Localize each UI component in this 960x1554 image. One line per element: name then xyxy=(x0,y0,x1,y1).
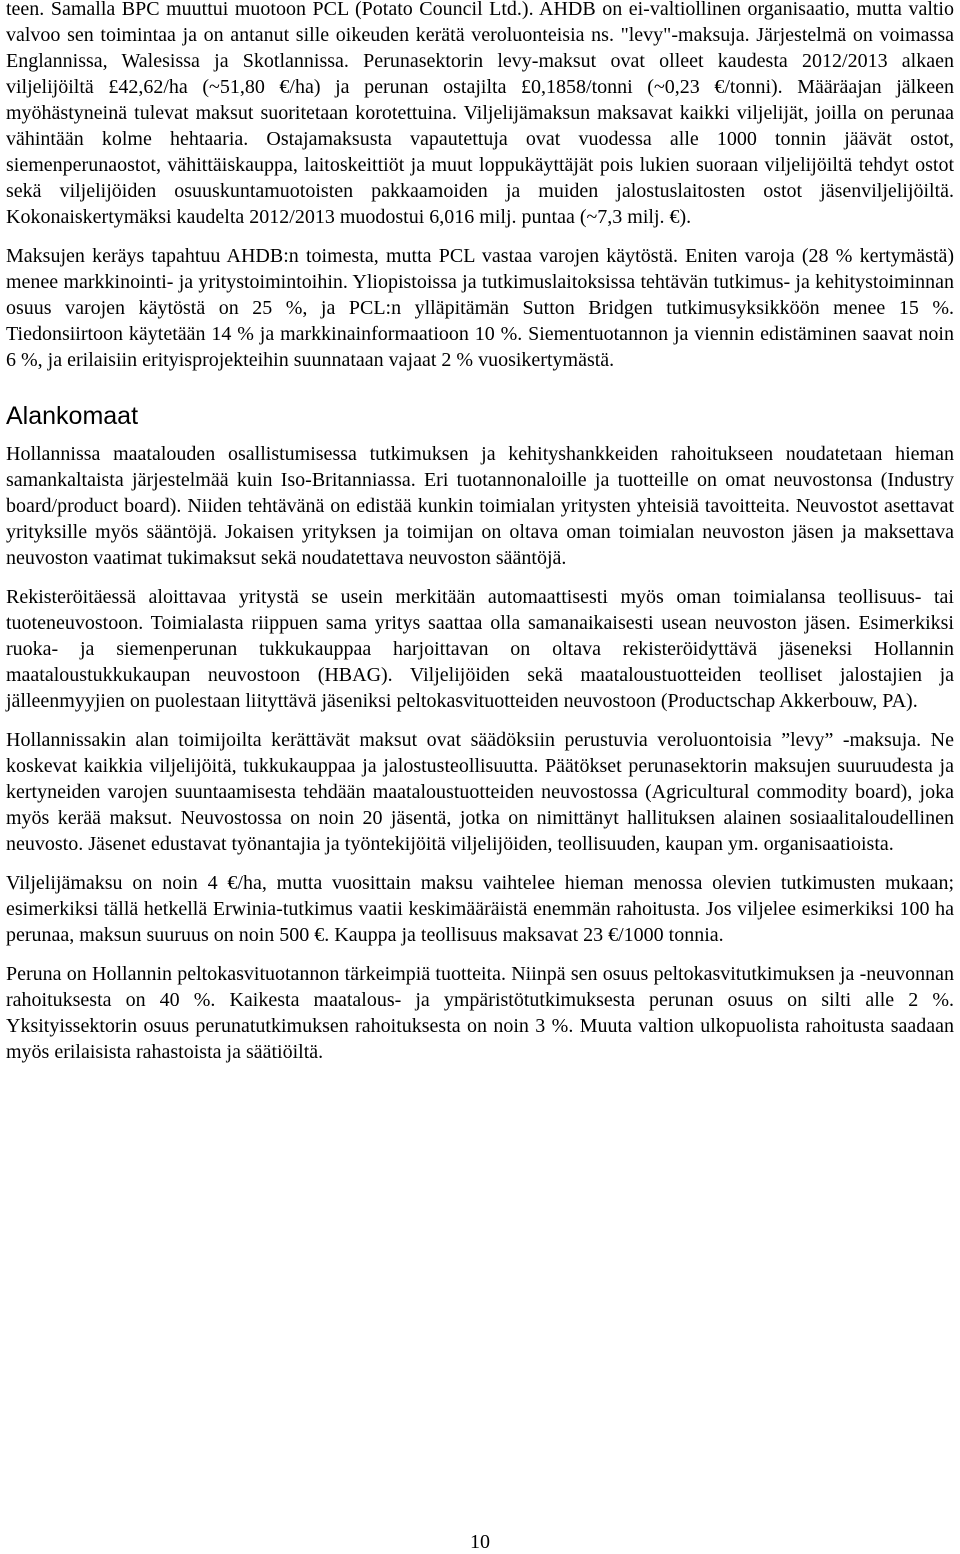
section-heading: Alankomaat xyxy=(6,402,139,430)
body-paragraph: Maksujen keräys tapahtuu AHDB:n toimesta, mutta PCL vastaa varojen käytöstä. Eniten varoja (28 % kertymästä) menee markkinointi- ja yritystoimintoihin. Yliopistoissa ja tutkimuslaitoksissa tehtävän tutkimus- ja kehitystoiminnan osuus varojen käytöstä on 25 %, ja PCL:n ylläpitämän Sutton Bridgen tutkimusyksikköön menee 15 %. Tiedonsiirtoon käytetään 14 % ja markkinainformaatioon 10 %. Siementuotannon ja viennin edistäminen saavat noin 6 %, ja erilaisiin erityisprojekteihin suunnataan vajaat 2 % vuosikertymästä. xyxy=(6,245,954,371)
page-number: 10 xyxy=(470,1531,490,1553)
body-paragraph: Viljelijämaksu on noin 4 €/ha, mutta vuosittain maksu vaihtelee hieman menossa olevien tutkimusten mukaan; esimerkiksi tällä hetkellä Erwinia-tutkimus vaatii keskimääräistä enemmän rahoitusta. Jos viljelee esimerkiksi 100 ha perunaa, maksun suuruus on noin 500 €. Kauppa ja teollisuus maksavat 23 €/1000 tonnia. xyxy=(6,872,954,946)
body-paragraph: Rekisteröitäessä aloittavaa yritystä se usein merkitään automaattisesti myös oman toimialansa teollisuus- tai tuoteneuvostoon. Toimialasta riippuen sama yritys saattaa olla samanaikaisesti usean neuvoston jäsen. Esimerkiksi ruoka- ja siemenperunan tukkukauppaa harjoittavan on oltava rekisteröidyttävä jäseneksi Hollannin maataloustukkukaupan neuvostoon (HBAG). Viljelijöiden sekä maataloustuotteiden teolliset jalostajien ja jälleenmyyjien on puolestaan liityttävä jäseniksi peltokasvituotteiden neuvostoon (Productschap Akkerbouw, PA). xyxy=(6,586,954,712)
body-paragraph: Hollannissakin alan toimijoilta kerättävät maksut ovat säädöksiin perustuvia veroluontoisia ”levy” -maksuja. Ne koskevat kaikkia viljelijöitä, tukkukauppaa ja jalostusteollisuutta. Päätökset perunasektorin maksujen suuruudesta ja kertyneiden varojen suuntaamisesta tehdään maataloustuotteiden neuvostossa (Agricultural commodity board), joka myös kerää maksut. Neuvostossa on noin 20 jäsentä, jotka on nimittänyt hallituksen alainen sosiaalitaloudellinen neuvosto. Jäsenet edustavat työnantajia ja työntekijöitä viljelijöiden, teollisuuden, kaupan ym. organisaatioista. xyxy=(6,729,954,855)
body-paragraph: teen. Samalla BPC muuttui muotoon PCL (Potato Council Ltd.). AHDB on ei-valtiollinen organisaatio, mutta valtio valvoo sen toimintaa ja on antanut sille oikeuden kerätä veroluonteisia ns. "levy"-maksuja. Järjestelmä on voimassa Englannissa, Walesissa ja Skotlannissa. Perunasektorin levy-maksut ovat olleet kaudesta 2012/2013 alkaen viljelijöiltä £42,62/ha (~51,80 €/ha) ja perunan ostajilta £0,1858/tonni (~0,23 €/tonni). Määräajan jälkeen myöhästyneinä tulevat maksut suoritetaan korotettuina. Viljelijämaksun maksavat kaikki viljelijät, joilla on perunaa vähintään kolme hehtaaria. Ostajamaksusta vapautettuja ovat vuodessa alle 1000 tonnin jäävät ostot, siemenperunaostot, vähittäiskauppa, laitoskeittiöt ja muut loppukäyttäjät pois lukien suoraan viljelijöiltä tehdyt ostot sekä viljelijöiden osuuskuntamuotoisten pakkaamoiden ja muiden jalostuslaitosten ostot jäsenviljelijöiltä. Kokonaiskertymäksi kaudelta 2012/2013 muodostui 6,016 milj. puntaa (~7,3 milj. €). xyxy=(6,0,954,228)
body-paragraph: Peruna on Hollannin peltokasvituotannon tärkeimpiä tuotteita. Niinpä sen osuus peltokasvitutkimuksen ja -neuvonnan rahoituksesta on 40 %. Kaikesta maatalous- ja ympäristötutkimuksesta perunan osuus on silti alle 2 %. Yksityissektorin osuus perunatutkimuksen rahoituksesta on noin 3 %. Muuta valtion ulkopuolista rahoitusta saadaan myös erilaisista rahastoista ja säätiöiltä. xyxy=(6,963,954,1063)
document-page xyxy=(6,0,954,1065)
body-paragraph: Hollannissa maatalouden osallistumisessa tutkimuksen ja kehityshankkeiden rahoitukseen noudatetaan hieman samankaltaista järjestelmää kuin Iso-Britanniassa. Eri tuotannonaloille ja tuotteille on omat neuvostonsa (Industry board/product board). Niiden tehtävänä on edistää kunkin toimialan yritysten yhteisiä tavoitteita. Neuvostot asettavat yrityksille myös sääntöjä. Jokaisen yrityksen ja toimijan on oltava oman toimialan neuvoston jäsen ja maksettava neuvoston vaatimat tukimaksut sekä noudatettava neuvoston sääntöjä. xyxy=(6,443,954,569)
